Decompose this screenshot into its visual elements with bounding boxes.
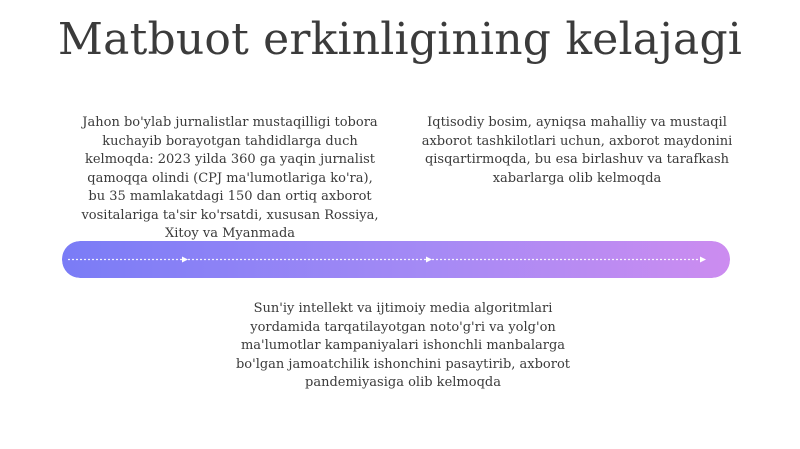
slide-title: Matbuot erkinligining kelajagi <box>57 14 743 65</box>
text-block-left: Jahon bo'ylab jurnalistlar mustaqilligi tobora kuchayib borayotgan tahdidlarga duch kelmoqda: 2023 yilda 360 ga yaqin jurnalist qamoqqa olindi (CPJ ma'lumotlariga ko'ra), bu 35 mamlakatdagi 150 dan ortiq axborot vositalariga ta'sir ko'rsatdi, xususan Rossiya, Xitoy va Myanmada <box>81 115 379 241</box>
timeline-graphic <box>62 241 730 278</box>
timeline-bar <box>62 241 730 278</box>
text-block-right: Iqtisodiy bosim, ayniqsa mahalliy va mustaqil axborot tashkilotlari uchun, axborot maydonini qisqartirmoqda, bu esa birlashuv va tarafkash xabarlarga olib kelmoqda <box>421 115 733 186</box>
text-block-bottom: Sun'iy intellekt va ijtimoiy media algoritmlari yordamida tarqatilayotgan noto'g'ri va yolg'on ma'lumotlar kampaniyalari ishonchli manbalarga bo'lgan jamoatchilik ishonchini pasaytirib, axborot pandemiyasiga olib kelmoqda <box>235 301 571 390</box>
